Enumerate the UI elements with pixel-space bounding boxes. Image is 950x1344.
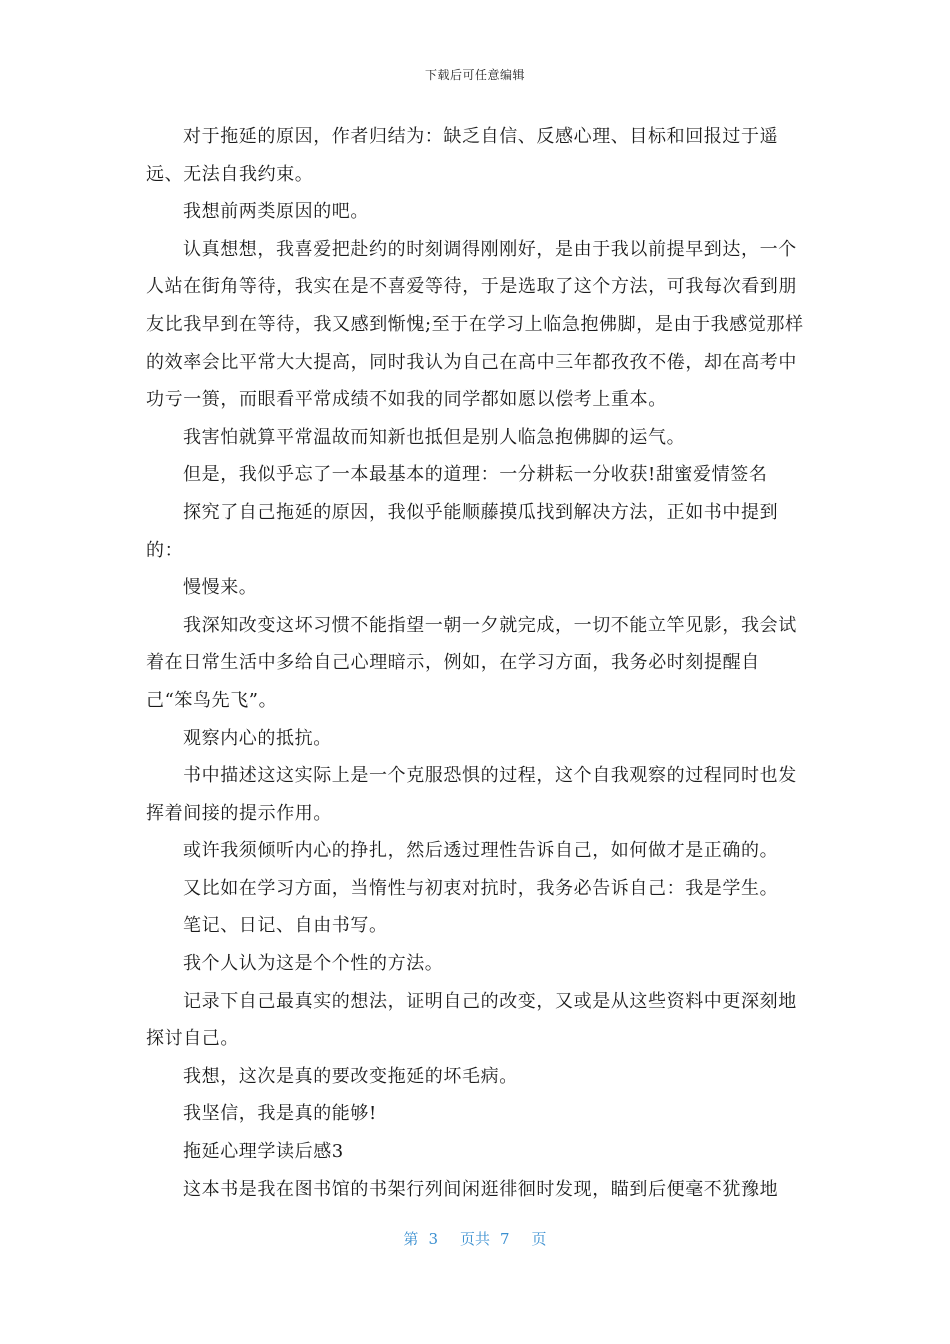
- page-footer: [0, 1228, 950, 1249]
- paragraph: 记录下自己最真实的想法，证明自己的改变，又或是从这些资料中更深刻地探讨自己。: [146, 990, 797, 1050]
- paragraph: 笔记、日记、自由书写。: [183, 915, 388, 937]
- document-body: [146, 118, 806, 1208]
- footer-di: 第: [403, 1230, 419, 1248]
- paragraph: 我个人认为这是个个性的方法。: [183, 953, 444, 975]
- paragraph: 我深知改变这坏习惯不能指望一朝一夕就完成，一切不能立竿见影，我会试着在日常生活中多给自己心理暗示，例如，在学习方面，我务必时刻提醒自己“笨鸟先飞”。: [146, 614, 797, 711]
- paragraph: 我想前两类原因的吧。: [183, 201, 369, 223]
- paragraph: 观察内心的抵抗。: [183, 727, 332, 749]
- paragraph: 这本书是我在图书馆的书架行列间闲逛徘徊时发现，瞄到后便毫不犹豫地: [183, 1178, 779, 1200]
- paragraph: 探究了自己拖延的原因，我似乎能顺藤摸瓜找到解决方法，正如书中提到的：: [146, 501, 779, 561]
- footer-total-pages: 7: [500, 1230, 510, 1248]
- paragraph: 我害怕就算平常温故而知新也抵但是别人临急抱佛脚的运气。: [183, 426, 686, 448]
- paragraph: 对于拖延的原因，作者归结为：缺乏自信、反感心理、目标和回报过于遥远、无法自我约束。: [146, 126, 779, 185]
- section-heading: 拖延心理学读后感3: [183, 1141, 344, 1163]
- paragraph: 慢慢来。: [183, 577, 258, 599]
- footer-ye-gong: 页共: [459, 1230, 490, 1248]
- paragraph: 书中描述这这实际上是一个克服恐惧的过程，这个自我观察的过程同时也发挥着间接的提示作用。: [146, 765, 797, 824]
- paragraph: 又比如在学习方面，当惰性与初衷对抗时，我务必告诉自己：我是学生。: [183, 877, 779, 899]
- paragraph: 或许我须倾听内心的挣扎，然后透过理性告诉自己，如何做才是正确的。: [183, 840, 779, 862]
- paragraph: 认真想想，我喜爱把赴约的时刻调得刚刚好，是由于我以前提早到达，一个人站在街角等待，我实在是不喜爱等待，于是选取了这个方法，可我每次看到朋友比我早到在等待，我又感到惭愧;至于在学习上临急抱佛脚，是由于我感觉那样的效率会比平常大大提高，同时我认为自己在高中三年都孜孜不倦，却在高考中功亏一篑，而眼看平常成绩不如我的同学都如愿以偿考上重本。: [146, 238, 804, 411]
- paragraph: 但是，我似乎忘了一本最基本的道理：一分耕耘一分收获!甜蜜爱情签名: [183, 464, 768, 486]
- footer-ye: 页: [531, 1230, 547, 1248]
- paragraph: 我坚信，我是真的能够!: [183, 1103, 377, 1125]
- page-header-note: 下载后可任意编辑: [424, 68, 525, 82]
- footer-current-page: 3: [428, 1230, 438, 1248]
- paragraph: 我想，这次是真的要改变拖延的坏毛病。: [183, 1065, 518, 1087]
